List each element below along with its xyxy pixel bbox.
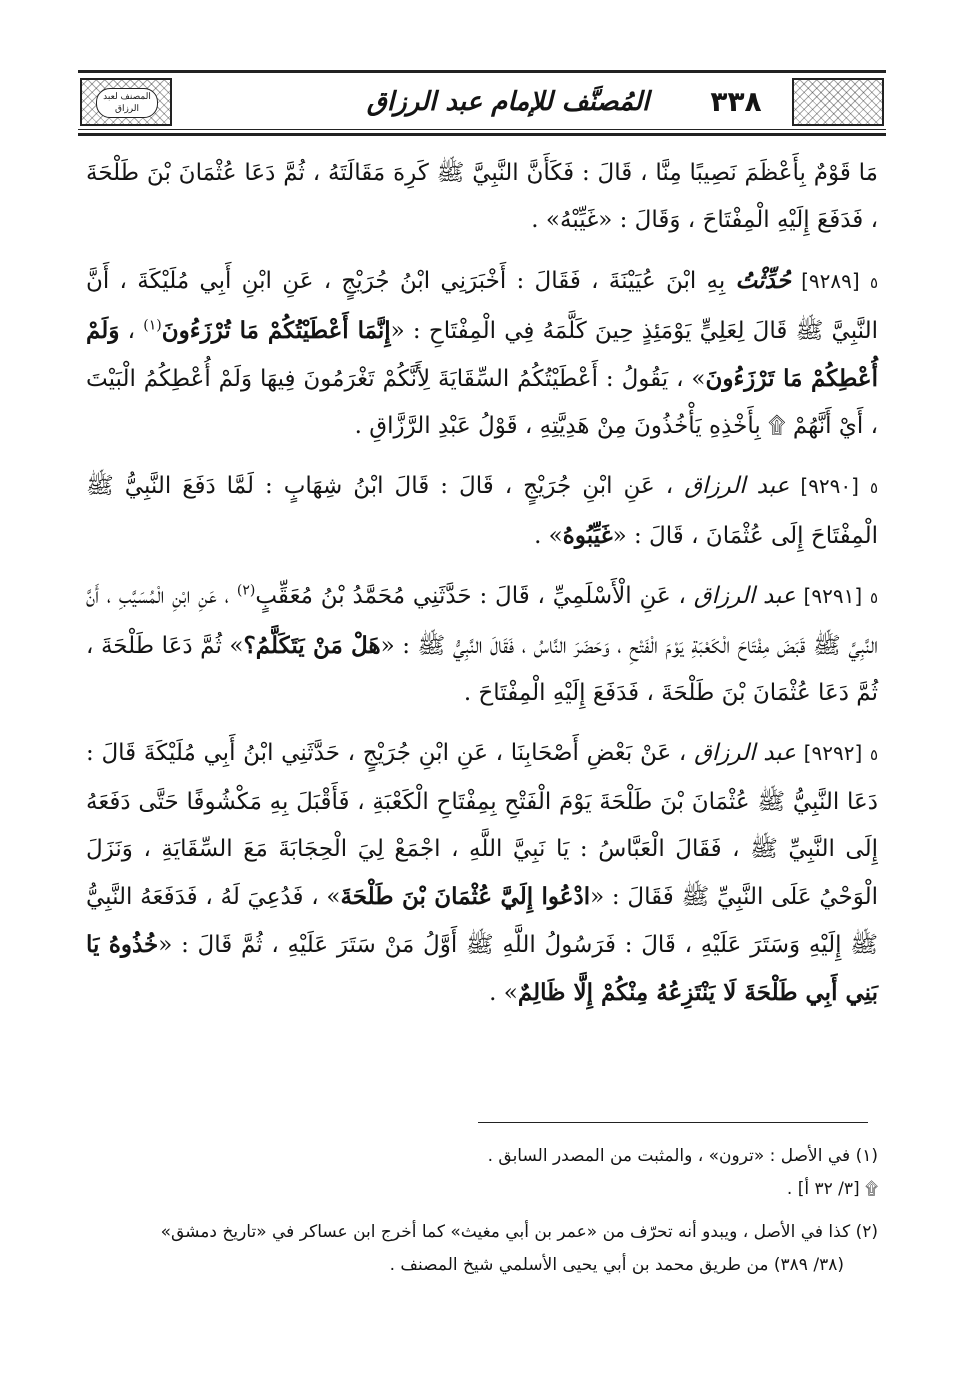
header-ornament-left xyxy=(80,78,172,126)
hadith-text: » ثُمَّ دَعَا طَلْحَةَ ، ثُمَّ دَعَا عُثْمَانَ بْنَ طَلْحَةَ ، فَدَفَعَ إِلَيْهِ الْمِفْتَاحَ . xyxy=(86,633,878,706)
header-bottom-rule xyxy=(78,133,886,136)
hadith-lead: عبد الرزاق xyxy=(693,583,796,609)
hadith-marker: ٥ xyxy=(869,746,879,764)
hadith-9289 xyxy=(86,257,878,450)
header-bottom-rule-thin xyxy=(78,129,886,130)
hadith-text: » . xyxy=(489,980,518,1006)
footnote-2-continued: (٣٨/ ٣٨٩) من طريق محمد بن أبي يحيى الأسلمي شيخ المصنف . xyxy=(389,1255,844,1275)
header-top-rule xyxy=(78,70,886,73)
prophetic-quote: وَلَمْ أُعْطِكُمْ مَا تَرْزَءُونَ xyxy=(86,317,878,392)
running-title: المُصنَّف للإمام عبد الرزاق xyxy=(366,87,650,117)
hadith-lead: حُدِّثْتُ xyxy=(735,267,791,294)
hadith-text: » . xyxy=(534,523,563,549)
footnote-ref-1: (١) xyxy=(143,317,162,334)
hadith-9292 xyxy=(86,730,878,1017)
hadith-number: [٩٢٩١] xyxy=(803,584,863,608)
hadith-marker: ٥ xyxy=(869,479,879,497)
hadith-lead: عبد الرزاق xyxy=(684,473,790,499)
footnote-1: (١) في الأصل : «ترون» ، والمثبت من المصدر السابق . xyxy=(487,1146,878,1166)
hadith-number: [٩٢٨٩] xyxy=(801,269,860,293)
prophetic-quote: إِنَّمَا أَعْطَيْتُكُمْ مَا تُرْزَءُونَ xyxy=(161,317,391,344)
hadith-text: ، عَنِ الْأَسْلَمِيِّ ، قَالَ : حَدَّثَنِي مُحَمَّدُ بْنُ مُعَقِّبٍ xyxy=(255,583,686,609)
paragraph-continuation xyxy=(86,150,878,244)
hadith-text: ، عَنِ ابْنِ الْمُسَيَّبِ ، أَنَّ النَّبِيَّ ﷺ قَبَضَ مِفْتَاحَ الْكَعْبَةِ يَوْمَ الْفَتْحِ ، وَحَضَرَ النَّاسُ ، فَقَالَ النَّبِيُّ ﷺ : « xyxy=(86,583,878,659)
page-number: ٣٣٨ xyxy=(710,85,762,118)
header-ornament-right xyxy=(792,78,884,126)
prophetic-quote: خُذُوهُ يَا بَنِي أَبِي طَلْحَةَ لَا يَنْتَزِعُهُ مِنْكُمْ إِلَّا ظَالِمٌ xyxy=(86,931,878,1006)
hadith-9291 xyxy=(86,573,878,717)
page-header xyxy=(78,70,886,136)
hadith-text: » ، يَقُولُ : أَعْطَيْتُكُمُ السِّقَايَةَ لِأَنَّكُمْ تَغْرَمُونَ فِيهَا وَلَمْ أُعْطِكُمُ الْبَيْتَ ، أَيْ أَنَّهُمْ ۩ بِأَخْذِهِ يَأْخُذُونَ مِنْ هَدِيَّتِهِ ، قَوْلُ عَبْدِ الرَّزَّاقِ . xyxy=(86,366,878,439)
main-text xyxy=(86,150,878,1017)
hadith-lead: عبد الرزاق xyxy=(694,740,796,766)
hadith-text: » ، فَدُعِيَ لَهُ ، فَدَفَعَهُ النَّبِيُّ ﷺ إِلَيْهِ وَسَتَرَ عَلَيْهِ ، قَالَ : فَرَسُولُ اللَّهِ ﷺ أَوَّلُ مَنْ سَتَرَ عَلَيْهِ ، ثُمَّ قَالَ : « xyxy=(86,884,878,958)
hadith-number: [٩٢٩٠] xyxy=(800,474,859,498)
footnote-2: (٢) كذا في الأصل ، ويبدو أنه تحرّف من «عمر بن أبي مغيث» كما أخرج ابن عساكر في «تاريخ دمشق» xyxy=(160,1222,878,1242)
footnote-separator xyxy=(478,1122,868,1123)
hadith-text: ، عَنْ بَعْضِ أَصْحَابِنَا ، عَنِ ابْنِ جُرَيْجٍ ، حَدَّثَنِي ابْنُ أَبِي مُلَيْكَةَ قَالَ : دَعَا النَّبِيُّ ﷺ عُثْمَانَ بْنَ طَلْحَةَ يَوْمَ الْفَتْحِ بِمِفْتَاحِ الْكَعْبَةِ ، فَأَقْبَلَ بِهِ مَكْشُوفًا حَتَّى دَفَعَهُ إِلَى النَّبِيِّ ﷺ ، فَقَالَ الْعَبَّاسُ : يَا نَبِيَّ اللَّهِ ، اجْمَعْ لِيَ الْحِجَابَةَ مَعَ السِّقَايَةِ ، وَنَزَلَ الْوَحْيُ عَلَى النَّبِيِّ ﷺ فَقَالَ : « xyxy=(86,740,878,910)
hadith-text: بِهِ ابْنَ عُيَيْنَةَ ، فَقَالَ : أَخْبَرَنِي ابْنُ جُرَيْجٍ ، عَنِ ابْنِ أَبِي مُلَيْكَةَ ، أَنَّ النَّبِيَّ ﷺ قَالَ لِعَلِيٍّ يَوْمَئِذٍ حِينَ كَلَّمَهُ فِي الْمِفْتَاحِ : « xyxy=(86,268,879,344)
paragraph-text: مَا قَوْمٌ بِأَعْظَمَ نَصِيبًا مِنَّا ، قَالَ : فَكَأَنَّ النَّبِيَّ ﷺ كَرِهَ مَقَالَتَهُ ، ثُمَّ دَعَا عُثْمَانَ بْنَ طَلْحَةَ ، فَدَفَعَ إِلَيْهِ الْمِفْتَاحَ ، وَقَالَ : «غَيِّبْهُ» . xyxy=(86,160,878,233)
folio-marker: ۩ [٣/ ٣٢ أ] . xyxy=(786,1179,878,1199)
hadith-text: ، xyxy=(119,318,144,344)
footnotes xyxy=(86,1140,878,1282)
hadith-text: ، عَنِ ابْنِ جُرَيْجٍ ، قَالَ : قَالَ ابْنُ شِهَابٍ : لَمَّا دَفَعَ النَّبِيُّ ﷺ الْمِفْتَاحَ إِلَى عُثْمَانَ ، قَالَ : « xyxy=(86,473,878,549)
footnote-ref-2: (٢) xyxy=(236,582,256,599)
prophetic-quote: هَلْ مَنْ يَتَكَلَّمُ؟ xyxy=(243,632,381,659)
hadith-marker: ٥ xyxy=(869,589,878,607)
prophetic-quote: غَيِّبُوهُ xyxy=(562,522,613,549)
hadith-marker: ٥ xyxy=(869,274,879,292)
hadith-number: [٩٢٩٢] xyxy=(803,741,863,765)
hadith-9290 xyxy=(86,463,878,560)
prophetic-quote: ادْعُوا إِلَيَّ عُثْمَانَ بْنَ طَلْحَةَ xyxy=(340,883,591,910)
ornament-badge: المصنف لعبد الرزاق xyxy=(96,88,158,118)
